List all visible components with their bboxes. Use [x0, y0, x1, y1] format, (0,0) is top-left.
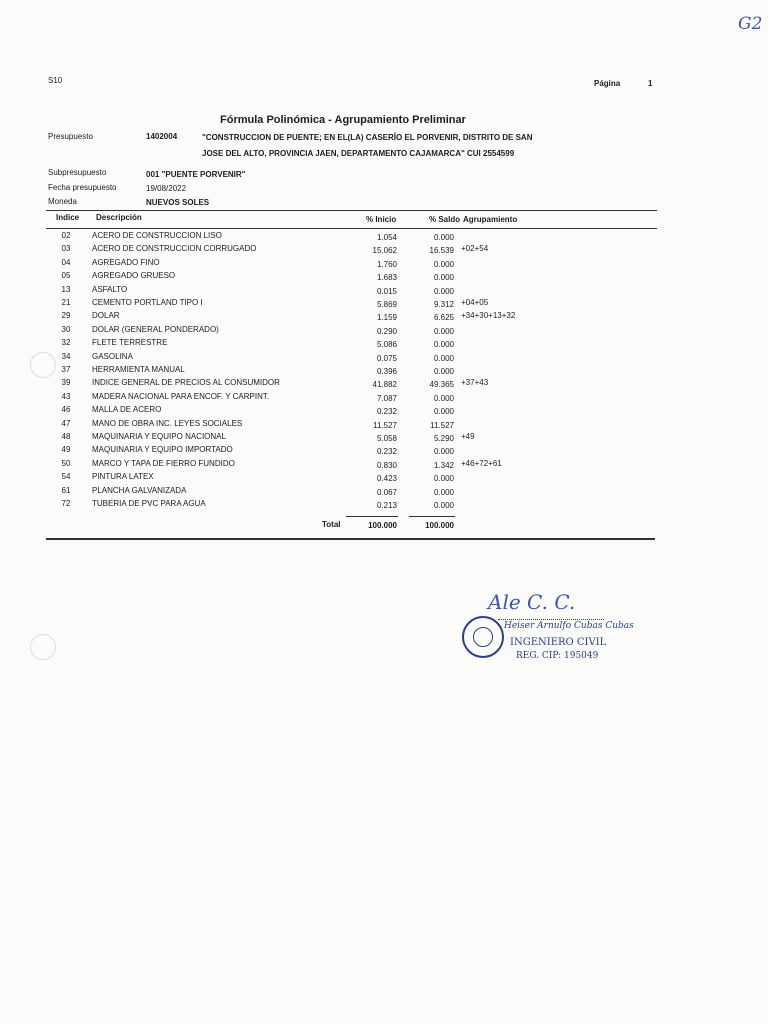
table-row	[0, 378, 768, 391]
row-inicio: 1.760	[376, 259, 397, 269]
row-indice: 49	[61, 445, 71, 455]
table-row	[0, 405, 768, 418]
row-indice: 21	[61, 298, 71, 307]
row-descripcion: ACERO DE CONSTRUCCION LISO	[92, 231, 222, 240]
row-indice: 30	[61, 324, 71, 334]
currency-label: Moneda	[48, 197, 77, 206]
row-descripcion: MAQUINARIA Y EQUIPO IMPORTADO	[92, 445, 233, 455]
table-row	[0, 271, 768, 284]
row-indice: 46	[61, 405, 71, 415]
row-saldo: 16.539	[429, 246, 454, 256]
column-header-agrupamiento: Agrupamiento	[463, 215, 518, 224]
row-indice: 72	[61, 499, 71, 508]
table-row	[0, 325, 768, 338]
table-row	[0, 244, 768, 257]
row-inicio: 0.213	[376, 501, 397, 510]
table-row	[0, 352, 768, 365]
table-row	[0, 392, 768, 405]
row-saldo: 1.342	[433, 460, 454, 470]
total-saldo-rule	[409, 516, 455, 517]
total-inicio: 100.000	[368, 521, 397, 530]
row-saldo: 0.000	[433, 326, 454, 336]
total-inicio-rule	[346, 516, 398, 517]
row-agrupamiento: +46+72+61	[461, 458, 502, 468]
punch-hole-mark	[30, 634, 56, 660]
row-indice: 48	[61, 432, 71, 441]
row-indice: 04	[61, 257, 71, 267]
row-indice: 37	[61, 365, 71, 374]
row-agrupamiento: +04+05	[461, 298, 489, 307]
row-saldo: 0.000	[433, 286, 454, 296]
row-descripcion: PINTURA LATEX	[92, 472, 154, 482]
table-bottom-rule	[46, 538, 655, 540]
row-inicio: 0.232	[376, 407, 397, 417]
row-descripcion: TUBERIA DE PVC PARA AGUA	[92, 499, 206, 508]
row-saldo: 0.000	[433, 340, 454, 350]
row-inicio: 5.058	[376, 434, 397, 443]
engineer-name: Heiser Arnulfo Cubas Cubas	[504, 621, 634, 631]
table-row	[0, 258, 768, 271]
table-row	[0, 298, 768, 311]
table-row	[0, 365, 768, 378]
row-saldo: 0.000	[433, 273, 454, 283]
table-row	[0, 472, 768, 485]
row-inicio: 7.087	[376, 393, 397, 403]
table-row	[0, 499, 768, 512]
row-indice: 54	[61, 472, 71, 482]
row-saldo: 11.527	[430, 420, 454, 430]
column-header-descripcion: Descripción	[96, 213, 142, 222]
column-header-inicio: % Inicio	[366, 215, 397, 224]
handwritten-page-mark: G2	[738, 14, 763, 34]
row-indice: 32	[61, 338, 71, 348]
row-saldo: 0.000	[433, 367, 454, 376]
page-label: Página	[594, 79, 621, 88]
table-row	[0, 432, 768, 445]
row-saldo: 0.000	[433, 407, 454, 417]
table-row	[0, 486, 768, 499]
row-indice: 50	[61, 458, 71, 468]
row-inicio: 0.396	[376, 367, 397, 376]
table-row	[0, 459, 768, 472]
row-descripcion: PLANCHA GALVANIZADA	[92, 485, 187, 495]
handwritten-signature: Ale C. C.	[488, 590, 576, 614]
table-row	[0, 445, 768, 458]
table-row	[0, 285, 768, 298]
row-saldo: 0.000	[433, 474, 454, 484]
row-descripcion: GASOLINA	[92, 351, 133, 361]
row-descripcion: AGREGADO GRUESO	[92, 271, 176, 281]
date-label: Fecha presupuesto	[48, 183, 117, 192]
row-descripcion: CEMENTO PORTLAND TIPO I	[92, 298, 203, 307]
row-indice: 05	[61, 271, 71, 281]
budget-description-line1: "CONSTRUCCION DE PUENTE; EN EL(LA) CASERÍO EL PORVENIR, DISTRITO DE SAN	[202, 133, 533, 142]
row-agrupamiento: +37+43	[461, 378, 489, 388]
row-inicio: 0.232	[376, 447, 397, 457]
row-indice: 29	[61, 311, 71, 321]
row-indice: 39	[61, 378, 71, 388]
table-header-rule	[46, 228, 657, 229]
row-agrupamiento: +02+54	[461, 244, 489, 254]
row-inicio: 0.830	[376, 460, 397, 470]
row-indice: 03	[61, 244, 71, 254]
report-title: Fórmula Polinómica - Agrupamiento Preliminar	[220, 114, 466, 126]
row-saldo: 49.365	[429, 380, 454, 390]
row-descripcion: MADERA NACIONAL PARA ENCOF. Y CARPINT.	[92, 391, 270, 401]
subbudget-label: Subpresupuesto	[48, 168, 107, 177]
row-indice: 13	[61, 284, 71, 294]
row-descripcion: FLETE TERRESTRE	[92, 338, 168, 348]
table-row	[0, 419, 768, 432]
row-indice: 02	[61, 231, 71, 240]
table-top-rule	[46, 210, 657, 211]
row-saldo: 6.625	[433, 313, 454, 323]
row-inicio: 5.086	[376, 340, 397, 350]
date-value: 19/08/2022	[146, 184, 187, 193]
row-descripcion: INDICE GENERAL DE PRECIOS AL CONSUMIDOR	[92, 378, 280, 388]
total-label: Total	[322, 520, 341, 529]
budget-code: 1402004	[146, 132, 178, 141]
row-descripcion: AGREGADO FINO	[92, 257, 160, 267]
total-saldo: 100.000	[425, 521, 454, 530]
row-inicio: 41.882	[372, 380, 397, 390]
row-inicio: 1.054	[376, 233, 397, 242]
table-row	[0, 231, 768, 244]
row-descripcion: MALLA DE ACERO	[92, 405, 162, 415]
row-indice: 47	[61, 418, 71, 428]
engineer-title: INGENIERO CIVIL	[510, 637, 607, 648]
subbudget-value: 001 "PUENTE PORVENIR"	[146, 170, 246, 179]
row-descripcion: DOLAR	[92, 311, 120, 321]
row-saldo: 0.000	[433, 259, 454, 269]
row-inicio: 0.015	[376, 286, 397, 296]
row-saldo: 0.000	[433, 393, 454, 403]
table-row	[0, 311, 768, 324]
row-saldo: 0.000	[433, 447, 454, 457]
row-saldo: 5.290	[433, 434, 454, 443]
row-saldo: 0.000	[433, 233, 454, 242]
row-saldo: 9.312	[433, 300, 454, 309]
engineer-seal	[462, 616, 504, 658]
budget-description-line2: JOSE DEL ALTO, PROVINCIA JAEN, DEPARTAMENTO CAJAMARCA" CUI 2554599	[202, 149, 515, 158]
column-header-saldo: % Saldo	[429, 215, 461, 224]
table-row	[0, 338, 768, 351]
row-descripcion: ACERO DE CONSTRUCCION CORRUGADO	[92, 244, 257, 254]
currency-value: NUEVOS SOLES	[146, 198, 210, 207]
row-inicio: 0.423	[376, 474, 397, 484]
row-indice: 34	[61, 351, 71, 361]
row-descripcion: MAQUINARIA Y EQUIPO NACIONAL	[92, 432, 226, 441]
row-agrupamiento: +49	[461, 432, 475, 441]
row-saldo: 0.000	[433, 487, 454, 497]
row-inicio: 11.527	[373, 420, 397, 430]
row-agrupamiento: +34+30+13+32	[461, 311, 516, 321]
row-inicio: 0.075	[376, 353, 397, 363]
engineer-registration: REG. CIP: 195049	[516, 651, 599, 661]
page-number: 1	[648, 79, 653, 88]
row-inicio: 1.159	[376, 313, 397, 323]
row-descripcion: ASFALTO	[92, 284, 128, 294]
row-inicio: 5.869	[376, 300, 397, 309]
row-descripcion: MARCO Y TAPA DE FIERRO FUNDIDO	[92, 458, 235, 468]
signature-line	[498, 619, 604, 620]
row-saldo: 0.000	[433, 501, 454, 510]
row-descripcion: DOLAR (GENERAL PONDERADO)	[92, 324, 219, 334]
row-indice: 43	[61, 391, 71, 401]
budget-label: Presupuesto	[48, 132, 93, 141]
column-header-indice: Indice	[56, 213, 80, 222]
row-inicio: 0.290	[376, 326, 397, 336]
row-descripcion: MANO DE OBRA INC. LEYES SOCIALES	[92, 418, 243, 428]
row-saldo: 0.000	[433, 353, 454, 363]
row-inicio: 0.067	[376, 487, 397, 497]
row-descripcion: HERRAMIENTA MANUAL	[92, 365, 185, 374]
row-inicio: 15.062	[372, 246, 397, 256]
row-indice: 61	[61, 485, 71, 495]
report-code: S10	[48, 76, 63, 85]
row-inicio: 1.683	[376, 273, 397, 283]
